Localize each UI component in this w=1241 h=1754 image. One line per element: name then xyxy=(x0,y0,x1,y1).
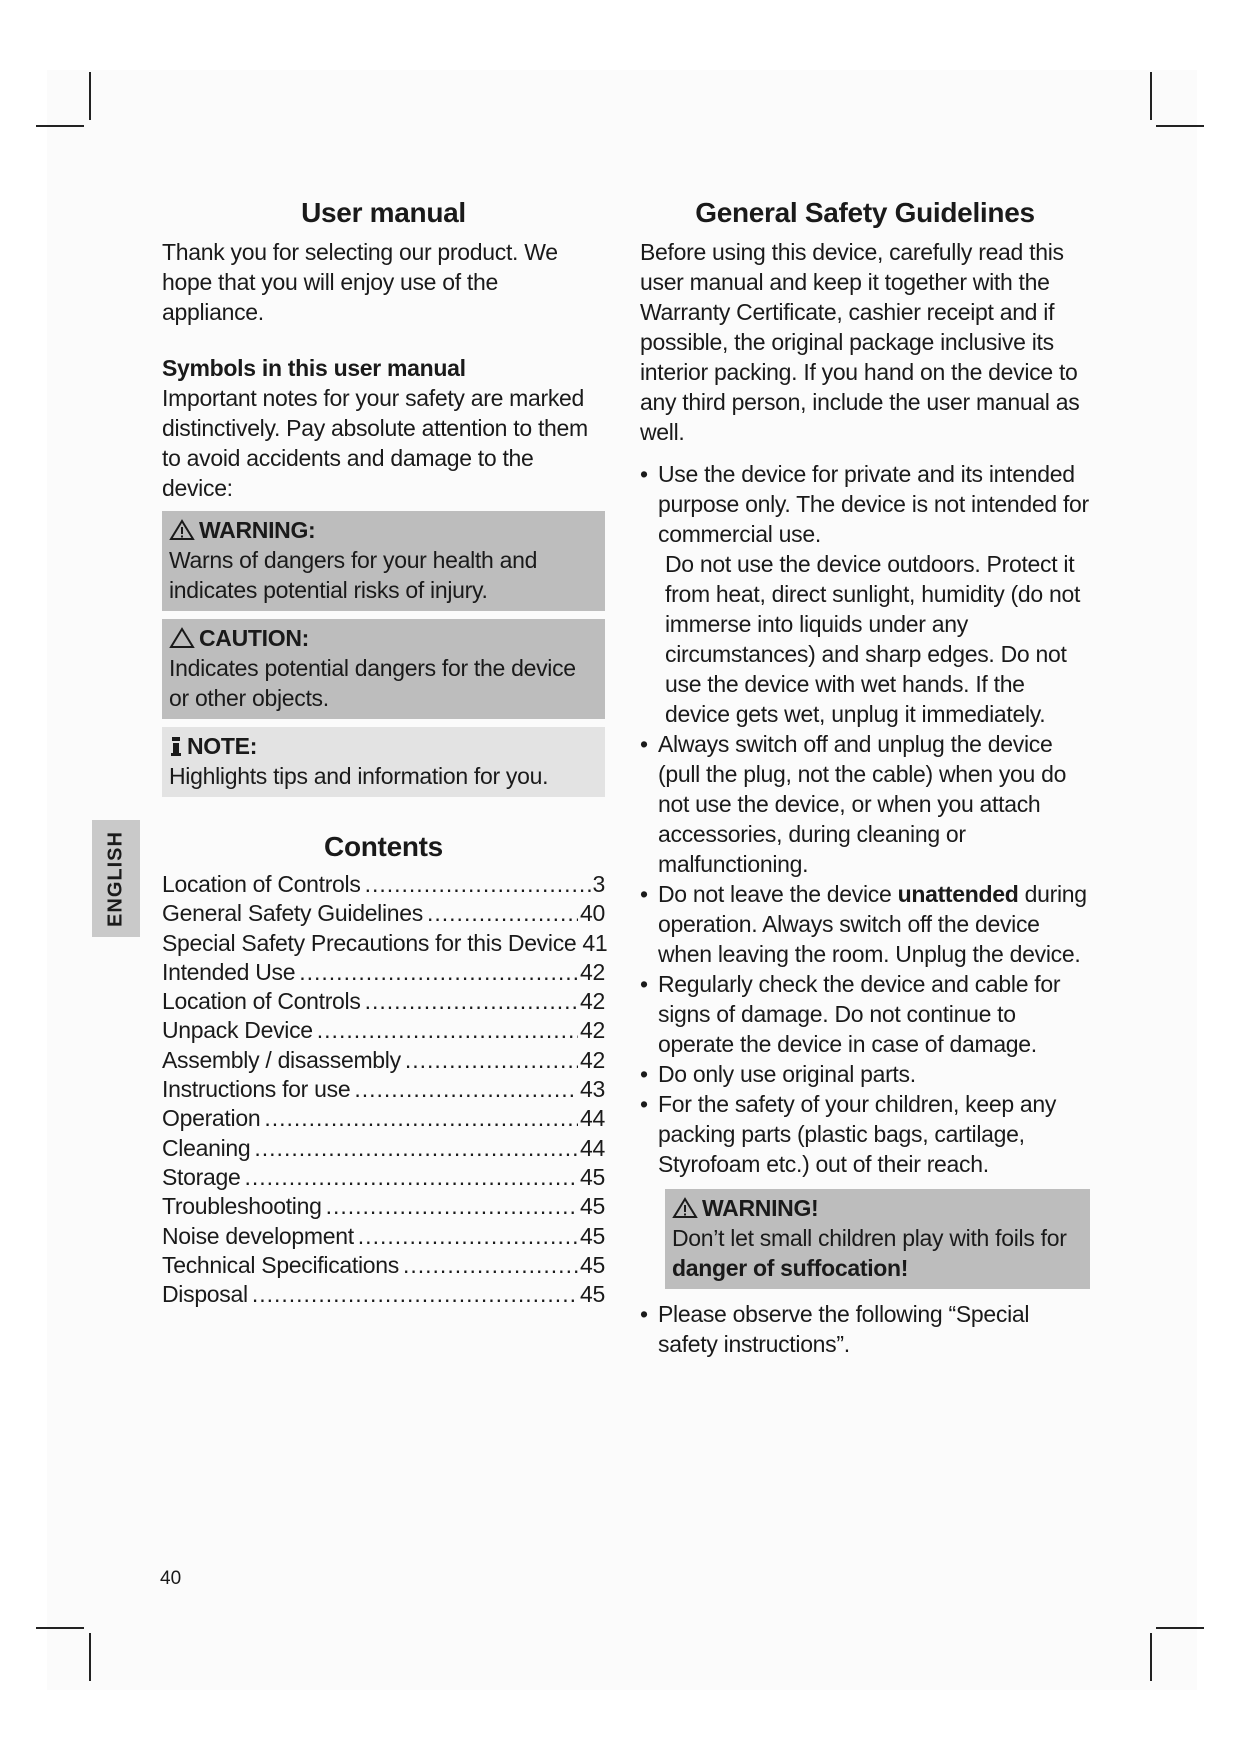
suffocation-warning-label: WARNING! xyxy=(702,1195,819,1221)
contents-title: Contents xyxy=(324,831,443,862)
toc-entry[interactable] xyxy=(162,957,605,986)
bullet-icon: • xyxy=(640,731,648,757)
note-label: NOTE: xyxy=(187,733,258,759)
caution-box xyxy=(162,619,605,719)
bullet-text: Do only use original parts. xyxy=(658,1061,916,1087)
toc-entry-title: Disposal xyxy=(162,1281,248,1308)
warning-triangle-icon xyxy=(672,1197,698,1219)
crop-mark xyxy=(1156,1627,1204,1629)
toc-entry-page: 44 xyxy=(580,1105,605,1132)
toc-entry[interactable] xyxy=(162,1221,605,1250)
toc-entry[interactable] xyxy=(162,928,608,957)
list-item xyxy=(640,1299,1090,1359)
toc-entry[interactable] xyxy=(162,986,605,1015)
safety-bullet-list-continued xyxy=(640,1299,1090,1359)
toc-entry-title: Intended Use xyxy=(162,958,296,985)
toc-entry-title: Cleaning xyxy=(162,1134,251,1161)
symbols-heading: Symbols in this user manual xyxy=(162,355,466,381)
list-item xyxy=(640,879,1090,969)
safety-intro-text: Before using this device, carefully read this user manual and keep it together with the Warranty Certificate, cashier receipt and if possible, the original package inclusive its interior packing. If you hand on the device to any third person, include the user manual as well. xyxy=(640,239,1080,445)
toc-entry-page: 45 xyxy=(580,1281,605,1308)
note-box-title xyxy=(169,731,598,761)
crop-mark xyxy=(89,72,91,120)
list-item xyxy=(640,1089,1090,1179)
crop-mark xyxy=(36,125,84,127)
user-manual-title: User manual xyxy=(301,197,466,228)
list-item xyxy=(640,729,1090,879)
left-column xyxy=(162,195,608,1308)
toc-entry-title: Storage xyxy=(162,1163,241,1190)
language-tab-label: ENGLISH xyxy=(104,830,127,927)
bullet-text: Use the device for private and its intended purpose only. The device is not intended for commercial use. xyxy=(658,461,1089,547)
bullet-icon: • xyxy=(640,1301,648,1327)
toc-entry-page: 45 xyxy=(580,1193,605,1220)
toc-entry-title: Technical Specifications xyxy=(162,1251,399,1278)
warning-text: Warns of dangers for your health and indicates potential risks of injury. xyxy=(169,547,538,603)
bullet-icon: • xyxy=(640,971,648,997)
intro-text: Thank you for selecting our product. We hope that you will enjoy use of the appliance. xyxy=(162,239,558,325)
crop-mark xyxy=(1150,72,1152,120)
crop-mark xyxy=(1150,1633,1152,1681)
toc-entry[interactable] xyxy=(162,1250,605,1279)
toc-entry-title: Instructions for use xyxy=(162,1076,351,1103)
toc-entry-page: 42 xyxy=(580,958,605,985)
toc-entry[interactable] xyxy=(162,1103,605,1132)
bullet-text: For the safety of your children, keep any packing parts (plastic bags, cartilage, Styrofoam etc.) out of their reach. xyxy=(658,1091,1057,1177)
bullet-text-part: during operation. Always switch off the device when leaving the room. Unplug the device. xyxy=(658,881,1087,967)
caution-label: CAUTION: xyxy=(199,625,310,651)
toc-entry-title: Unpack Device xyxy=(162,1017,313,1044)
toc-entry-page: 3 xyxy=(592,871,605,897)
list-item xyxy=(640,969,1090,1059)
crop-mark xyxy=(1156,125,1204,127)
warning-label: WARNING: xyxy=(199,517,316,543)
caution-triangle-icon xyxy=(169,627,195,649)
suffocation-warning-emphasis: danger of suffocation! xyxy=(672,1255,909,1281)
toc-entry[interactable] xyxy=(162,898,605,927)
toc-entry-title: Assembly / disassembly xyxy=(162,1046,401,1073)
crop-mark xyxy=(36,1627,84,1629)
toc-entry-title: Noise development xyxy=(162,1222,354,1249)
page-number: 40 xyxy=(160,1568,182,1589)
toc-entry-page: 41 xyxy=(582,929,608,956)
bullet-icon: • xyxy=(640,461,648,487)
crop-mark xyxy=(89,1633,91,1681)
bullet-icon: • xyxy=(640,1061,648,1087)
bullet-text: Do not use the device outdoors. Protect it from heat, direct sunlight, humidity (do not immerse into liquids under any circumstances) and sharp edges. Do not use the device with wet hands. If the device gets wet, unplug it immediately. xyxy=(665,551,1081,727)
language-tab xyxy=(92,820,140,937)
toc-entry-title: Operation xyxy=(162,1105,261,1132)
toc-entry[interactable] xyxy=(162,869,605,898)
note-text: Highlights tips and information for you. xyxy=(169,763,549,789)
info-icon xyxy=(169,735,183,757)
toc-entry-page: 40 xyxy=(580,900,605,927)
bullet-icon: • xyxy=(640,1091,648,1117)
toc-entry[interactable] xyxy=(162,1162,605,1191)
toc-entry[interactable] xyxy=(162,1191,605,1220)
bullet-text: Always switch off and unplug the device (pull the plug, not the cable) when you do not use the device, or when you attach accessories, during cleaning or malfunctioning. xyxy=(658,731,1067,877)
list-item xyxy=(640,1059,1090,1089)
toc-entry-page: 43 xyxy=(580,1076,605,1103)
suffocation-warning-text: Don’t let small children play with foils for xyxy=(672,1225,1067,1251)
table-of-contents xyxy=(162,869,608,1308)
toc-entry-page: 45 xyxy=(580,1251,605,1278)
toc-entry-page: 42 xyxy=(580,988,605,1015)
bullet-text xyxy=(658,879,1090,969)
toc-entry-title: Special Safety Precautions for this Device xyxy=(162,929,577,956)
toc-entry-page: 44 xyxy=(580,1134,605,1161)
warning-box xyxy=(162,511,605,611)
note-box xyxy=(162,727,605,797)
toc-entry[interactable] xyxy=(162,1015,605,1044)
bullet-text: Regularly check the device and cable for signs of damage. Do not continue to operate the device in case of damage. xyxy=(658,971,1061,1057)
bullet-text: Please observe the following “Special safety instructions”. xyxy=(658,1301,1030,1357)
toc-entry[interactable] xyxy=(162,1133,605,1162)
bullet-text-part: Do not leave the device xyxy=(658,881,892,907)
toc-entry-title: Troubleshooting xyxy=(162,1193,322,1220)
toc-entry[interactable] xyxy=(162,1279,605,1308)
toc-entry-page: 45 xyxy=(580,1222,605,1249)
toc-entry-title: Location of Controls xyxy=(162,871,361,897)
symbols-text: Important notes for your safety are marked distinctively. Pay absolute attention to them to avoid accidents and damage to the device: xyxy=(162,385,588,501)
caution-box-title xyxy=(169,623,598,653)
safety-bullet-list xyxy=(640,459,1090,1179)
toc-entry-page: 42 xyxy=(580,1046,605,1073)
toc-entry[interactable] xyxy=(162,1045,605,1074)
suffocation-warning-box xyxy=(665,1189,1090,1289)
right-column xyxy=(640,195,1090,1359)
safety-guidelines-title: General Safety Guidelines xyxy=(695,197,1035,228)
list-item xyxy=(640,459,1090,729)
toc-entry-title: General Safety Guidelines xyxy=(162,900,423,927)
toc-entry-title: Location of Controls xyxy=(162,988,361,1015)
toc-entry-page: 45 xyxy=(580,1163,605,1190)
bullet-icon: • xyxy=(640,881,648,907)
suffocation-warning-title xyxy=(672,1193,1083,1223)
toc-entry[interactable] xyxy=(162,1074,605,1103)
caution-text: Indicates potential dangers for the device or other objects. xyxy=(169,655,576,711)
bullet-text-emphasis: unattended xyxy=(897,881,1019,907)
warning-box-title xyxy=(169,515,598,545)
toc-entry-page: 42 xyxy=(580,1017,605,1044)
warning-triangle-icon xyxy=(169,519,195,541)
